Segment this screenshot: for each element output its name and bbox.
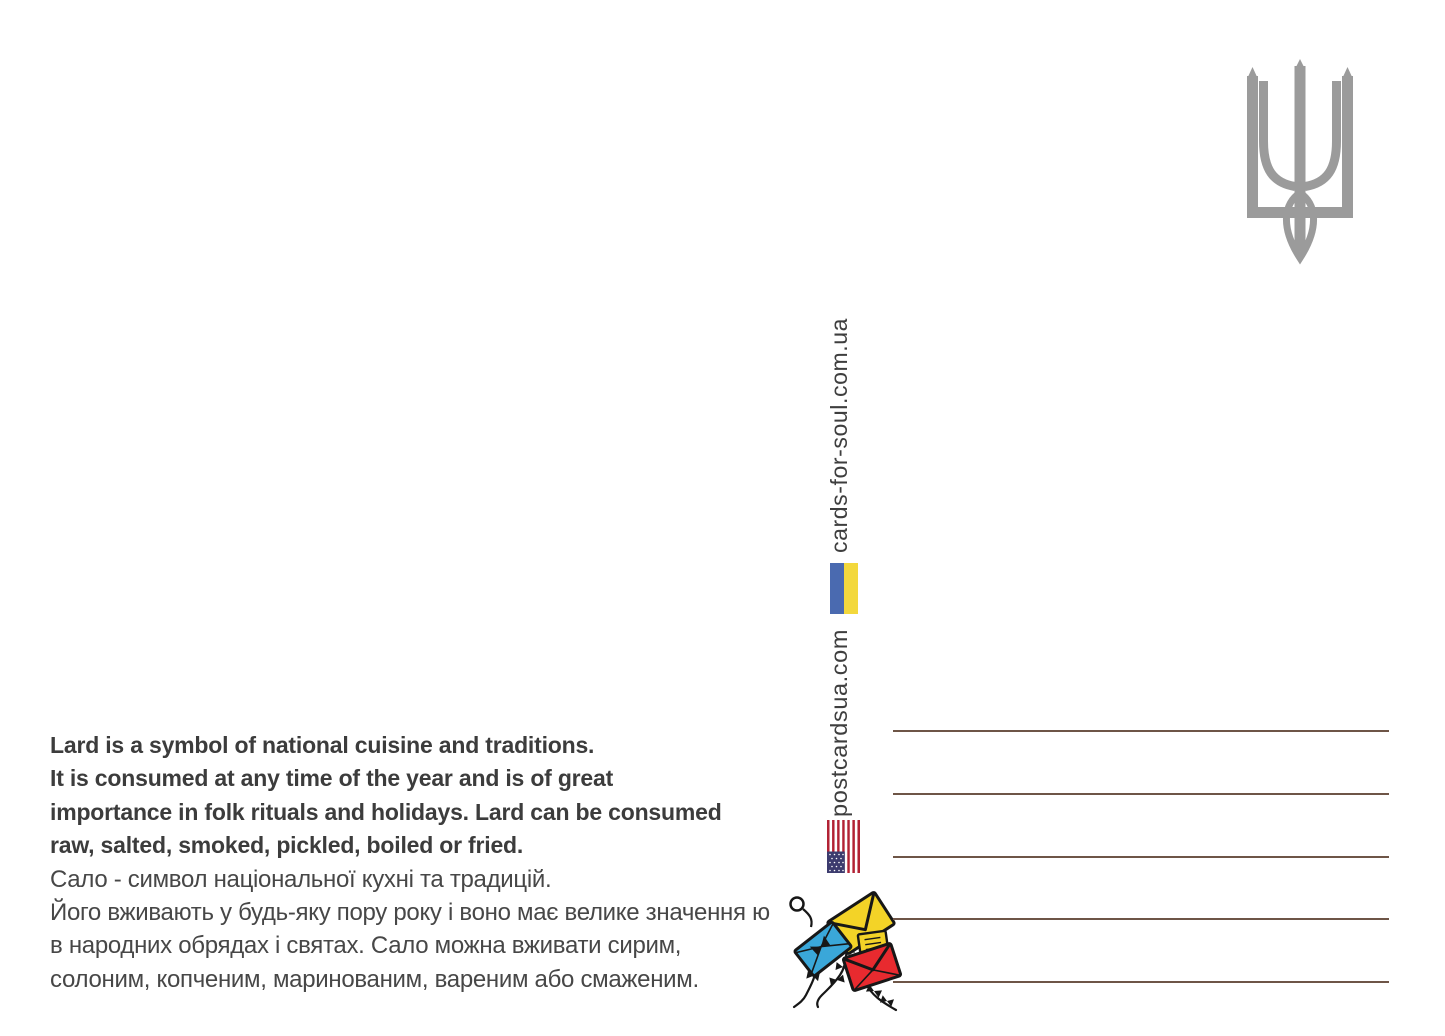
description-en-line-3: importance in folk rituals and holidays. Lard can be consumed bbox=[50, 798, 722, 825]
description-uk-line-1: Сало - символ національної кухні та традицій. bbox=[50, 865, 552, 893]
description-en-line-1: Lard is a symbol of national cuisine and traditions. bbox=[50, 732, 595, 758]
address-line bbox=[893, 856, 1389, 858]
description-uk-line-2: Його вживають у будь-яку пору року і воно має велике значення ю bbox=[50, 898, 770, 926]
string-ring bbox=[791, 898, 804, 911]
ukraine-trident-icon bbox=[1239, 59, 1361, 265]
description-block bbox=[50, 729, 770, 996]
website-cards-for-soul: cards-for-soul.com.ua bbox=[826, 317, 852, 553]
description-en-line-4: raw, salted, smoked, pickled, boiled or fried. bbox=[50, 832, 524, 859]
description-en-line-2: It is consumed at any time of the year and is of great bbox=[50, 765, 614, 792]
ukraine-flag-icon bbox=[830, 563, 858, 614]
usa-flag-icon bbox=[827, 820, 860, 873]
address-line bbox=[893, 793, 1389, 795]
address-line bbox=[893, 981, 1389, 983]
description-uk-line-4: солоним, копченим, маринованим, вареним або смаженим. bbox=[50, 965, 699, 993]
address-line bbox=[893, 730, 1389, 732]
ukraine-flag-blue-band bbox=[830, 563, 844, 614]
description-uk-line-3: в народних обрядах і святах. Сало можна вживати сирим, bbox=[50, 932, 682, 960]
ukraine-flag-yellow-band bbox=[844, 563, 858, 614]
website-postcardsua: postcardsua.com bbox=[826, 629, 852, 817]
envelope-kites-illustration bbox=[786, 883, 902, 1015]
address-lines bbox=[893, 730, 1389, 983]
address-line bbox=[893, 918, 1389, 920]
kite-string bbox=[803, 909, 812, 927]
